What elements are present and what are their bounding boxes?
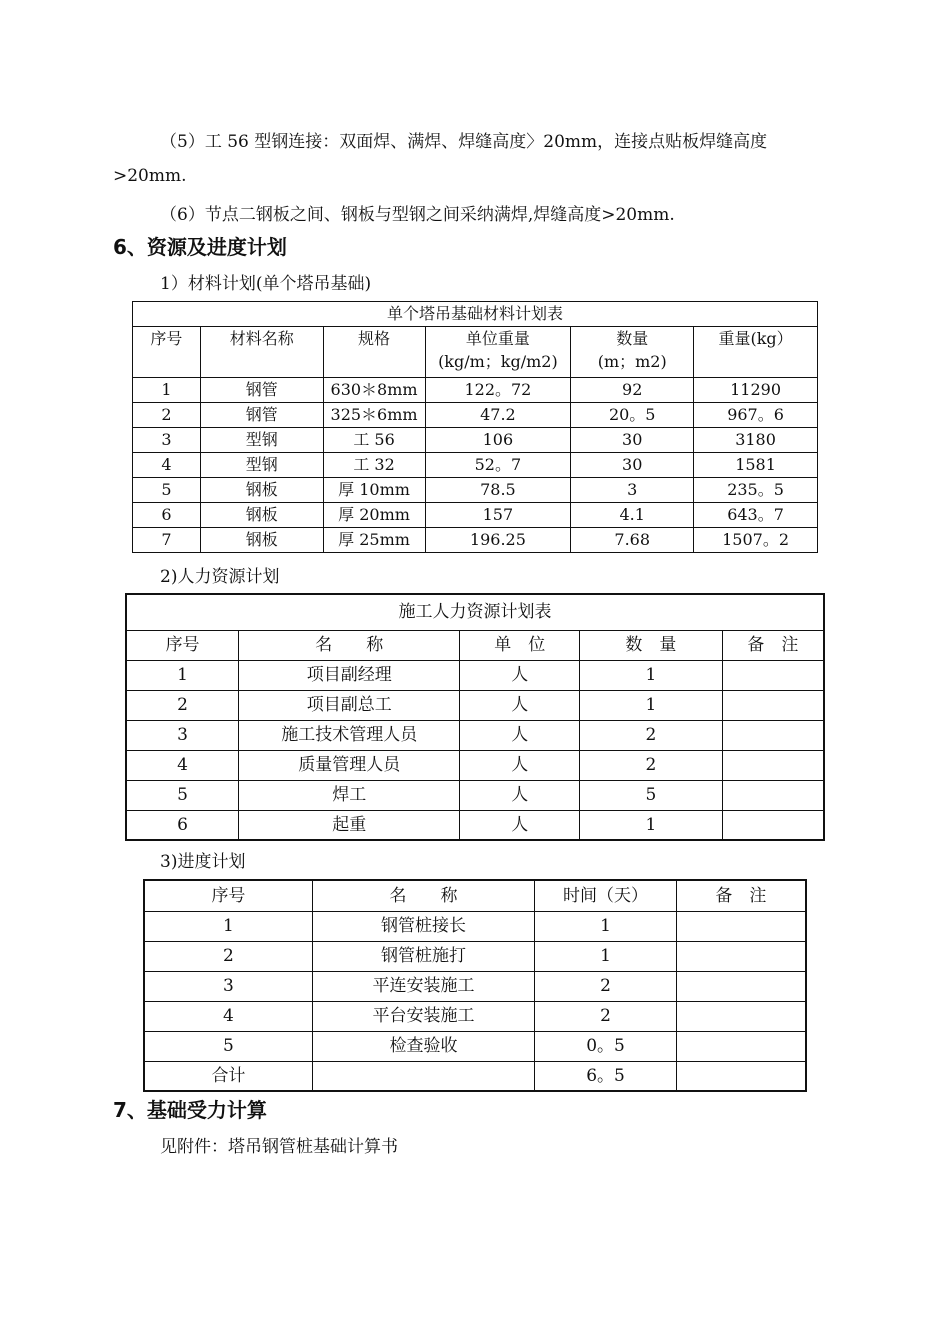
table-cell: 型钢	[200, 453, 323, 478]
table-cell: 人	[460, 810, 580, 840]
col-header	[425, 327, 571, 378]
table-cell: 1	[580, 660, 723, 690]
table-cell: 2	[144, 941, 312, 971]
table-cell: 检查验收	[312, 1031, 534, 1061]
table-row	[133, 478, 818, 503]
table-cell: 6。5	[535, 1061, 677, 1091]
table-cell: 92	[571, 378, 694, 403]
col-header: 名 称	[312, 880, 534, 911]
table-cell: 1	[535, 911, 677, 941]
table-cell: 7.68	[571, 528, 694, 553]
table-row	[126, 750, 824, 780]
paragraph-5-line2: >20mm.	[113, 166, 187, 186]
table-cell: 2	[580, 750, 723, 780]
table-cell: 4.1	[571, 503, 694, 528]
table-cell: 196.25	[425, 528, 571, 553]
table-cell: 967。6	[694, 403, 818, 428]
table-cell: 人	[460, 750, 580, 780]
table-cell: 5	[133, 478, 201, 503]
col-header-label: 数量	[616, 329, 649, 348]
col-header-label: 单位重量	[465, 329, 530, 348]
table-row	[144, 1031, 806, 1061]
table-row	[126, 660, 824, 690]
material-table-header	[133, 327, 818, 378]
table-cell	[722, 780, 824, 810]
table-row	[144, 911, 806, 941]
table-cell	[676, 1061, 806, 1091]
col-header: 材料名称	[200, 327, 323, 378]
table-cell: 20。5	[571, 403, 694, 428]
table-cell: 1	[580, 810, 723, 840]
paragraph-6: （6）节点二钢板之间、钢板与型钢之间采纳满焊,焊缝高度>20mm.	[160, 205, 675, 225]
table-cell	[722, 750, 824, 780]
material-table-title: 单个塔吊基础材料计划表	[133, 302, 818, 327]
table-cell: 人	[460, 690, 580, 720]
table-row	[133, 403, 818, 428]
table-cell: 3180	[694, 428, 818, 453]
table-cell: 平台安装施工	[312, 1001, 534, 1031]
table-cell: 2	[535, 971, 677, 1001]
table-cell: 52。7	[425, 453, 571, 478]
table-row	[133, 503, 818, 528]
table-cell: 合计	[144, 1061, 312, 1091]
table-cell: 2	[535, 1001, 677, 1031]
table-cell: 工 56	[323, 428, 425, 453]
table-cell	[722, 690, 824, 720]
table-cell: 5	[126, 780, 239, 810]
table-cell: 6	[133, 503, 201, 528]
table-cell: 5	[144, 1031, 312, 1061]
table-cell: 630＊8mm	[323, 378, 425, 403]
table-cell: 30	[571, 453, 694, 478]
table-cell: 1	[580, 690, 723, 720]
table-cell: 5	[580, 780, 723, 810]
table-row	[133, 428, 818, 453]
table-row	[144, 1061, 806, 1091]
table-cell: 3	[571, 478, 694, 503]
col-header: 规格	[323, 327, 425, 378]
table-row	[126, 810, 824, 840]
table-row	[144, 941, 806, 971]
table-cell: 78.5	[425, 478, 571, 503]
col-header: 序号	[126, 630, 239, 660]
table-cell: 0。5	[535, 1031, 677, 1061]
table-cell: 钢板	[200, 503, 323, 528]
schedule-table-header	[144, 880, 806, 911]
table-cell: 4	[126, 750, 239, 780]
subheading-schedule: 3)进度计划	[160, 852, 246, 872]
table-cell: 钢管桩接长	[312, 911, 534, 941]
subheading-material-plan: 1）材料计划(单个塔吊基础)	[160, 274, 372, 294]
table-cell: 1507。2	[694, 528, 818, 553]
table-cell: 项目副经理	[239, 660, 460, 690]
col-header-unit: (m；m2)	[597, 352, 667, 372]
table-cell: 1	[133, 378, 201, 403]
table-cell: 钢板	[200, 478, 323, 503]
table-cell: 30	[571, 428, 694, 453]
table-cell: 工 32	[323, 453, 425, 478]
col-header: 名 称	[239, 630, 460, 660]
subheading-hr-plan: 2)人力资源计划	[160, 567, 280, 587]
table-cell	[676, 941, 806, 971]
table-cell: 4	[144, 1001, 312, 1031]
table-cell: 钢管	[200, 378, 323, 403]
col-header: 备 注	[676, 880, 806, 911]
section-7-text: 见附件：塔吊钢管桩基础计算书	[160, 1137, 398, 1157]
table-cell: 7	[133, 528, 201, 553]
table-cell	[722, 720, 824, 750]
col-header: 序号	[133, 327, 201, 378]
schedule-table	[143, 879, 807, 1092]
table-cell: 人	[460, 720, 580, 750]
table-cell: 3	[133, 428, 201, 453]
table-cell: 项目副总工	[239, 690, 460, 720]
table-cell: 1581	[694, 453, 818, 478]
table-cell: 157	[425, 503, 571, 528]
table-cell: 643。7	[694, 503, 818, 528]
table-cell: 1	[144, 911, 312, 941]
table-cell: 质量管理人员	[239, 750, 460, 780]
hr-table-title: 施工人力资源计划表	[126, 594, 824, 630]
table-row	[126, 720, 824, 750]
table-cell: 1	[126, 660, 239, 690]
col-header: 数 量	[580, 630, 723, 660]
table-cell: 施工技术管理人员	[239, 720, 460, 750]
material-table	[132, 301, 818, 553]
table-cell: 起重	[239, 810, 460, 840]
table-cell: 1	[535, 941, 677, 971]
table-cell: 平连安装施工	[312, 971, 534, 1001]
table-cell	[676, 911, 806, 941]
table-cell: 3	[126, 720, 239, 750]
table-cell: 厚 20mm	[323, 503, 425, 528]
table-cell: 焊工	[239, 780, 460, 810]
table-cell: 型钢	[200, 428, 323, 453]
table-cell: 厚 10mm	[323, 478, 425, 503]
hr-table	[125, 593, 825, 841]
table-cell: 2	[133, 403, 201, 428]
table-cell: 钢板	[200, 528, 323, 553]
table-cell: 厚 25mm	[323, 528, 425, 553]
table-cell: 106	[425, 428, 571, 453]
table-cell: 人	[460, 660, 580, 690]
table-cell: 6	[126, 810, 239, 840]
table-cell: 47.2	[425, 403, 571, 428]
col-header: 时间（天）	[535, 880, 677, 911]
table-cell: 钢管	[200, 403, 323, 428]
table-row	[144, 971, 806, 1001]
table-cell: 3	[144, 971, 312, 1001]
col-header: 单 位	[460, 630, 580, 660]
table-cell	[722, 660, 824, 690]
col-header-unit: (kg/m；kg/m2)	[438, 352, 558, 372]
table-row	[133, 528, 818, 553]
section-6-heading: 6、资源及进度计划	[113, 235, 287, 259]
table-cell: 2	[126, 690, 239, 720]
table-row	[126, 690, 824, 720]
table-row	[144, 1001, 806, 1031]
table-cell	[676, 971, 806, 1001]
table-cell: 122。72	[425, 378, 571, 403]
table-cell	[722, 810, 824, 840]
table-cell: 钢管桩施打	[312, 941, 534, 971]
paragraph-5-line1: （5）工 56 型钢连接：双面焊、满焊、焊缝高度〉20mm，连接点贴板焊缝高度	[160, 132, 768, 152]
table-row	[133, 378, 818, 403]
col-header: 序号	[144, 880, 312, 911]
table-cell: 235。5	[694, 478, 818, 503]
table-row	[126, 780, 824, 810]
table-cell: 11290	[694, 378, 818, 403]
hr-table-header	[126, 630, 824, 660]
table-row	[133, 453, 818, 478]
col-header: 备 注	[722, 630, 824, 660]
table-cell	[676, 1031, 806, 1061]
section-7-heading: 7、基础受力计算	[113, 1098, 267, 1122]
table-cell	[676, 1001, 806, 1031]
table-cell: 2	[580, 720, 723, 750]
col-header	[571, 327, 694, 378]
col-header: 重量(kg）	[694, 327, 818, 378]
table-cell: 325＊6mm	[323, 403, 425, 428]
table-cell: 人	[460, 780, 580, 810]
table-cell	[312, 1061, 534, 1091]
table-cell: 4	[133, 453, 201, 478]
